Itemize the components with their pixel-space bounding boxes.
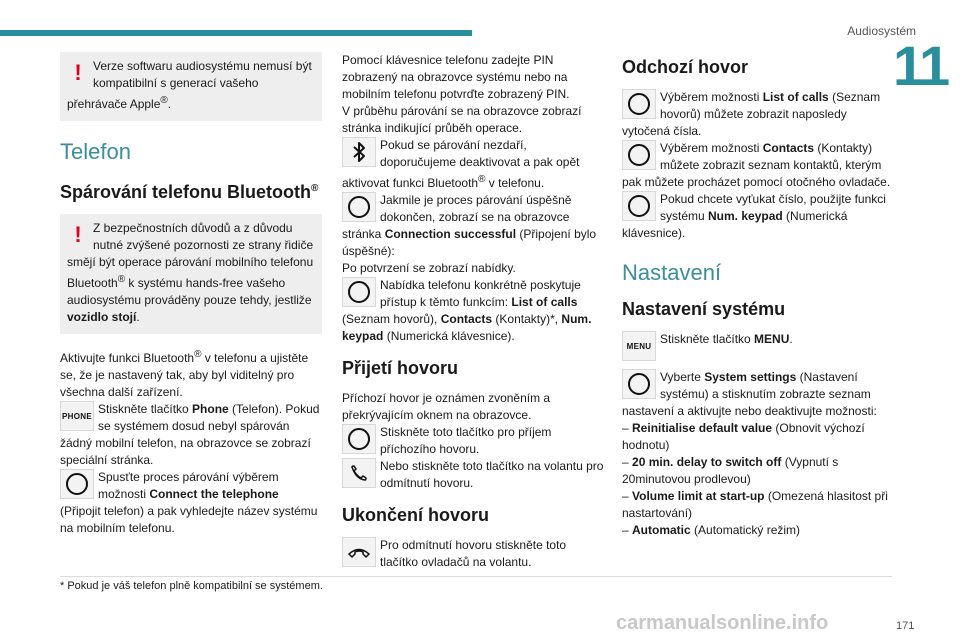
paragraph: Příchozí hovor je oznámen zvoněním a překrývajícím oknem na obrazovce.: [342, 391, 551, 422]
step-list-of-calls: Výběrem možnosti List of calls (Seznam hovorů) můžete zobrazit naposledy vytočená čísla.: [622, 90, 881, 138]
warning-icon: !: [74, 222, 82, 247]
touch-button-icon: [342, 424, 376, 454]
page-number: 171: [896, 620, 915, 632]
watermark: carmanualsonline.info: [616, 612, 829, 634]
footnote: * Pokud je váš telefon plně kompatibilní se systémem.: [60, 580, 323, 592]
step-connect: Spusťte proces párování výběrem možnosti Connect the telephone (Připojit telefon) a pak vyhledejte název systému na mobilním telefonu.: [60, 470, 318, 535]
compatibility-note: ! Verze softwaru audiosystému nemusí být kompatibilní s generací vašeho přehrávače Apple®.: [60, 52, 322, 121]
step-success: Jakmile je proces párování úspěšně dokončen, zobrazí se na obrazovce stránka Connection successful (Připojení bylo úspěšné):: [342, 193, 597, 258]
paragraph: Pomocí klávesnice telefonu zadejte PIN zobrazený na obrazovce systému nebo na mobilním telefonu potvrďte zobrazený PIN.: [342, 53, 570, 101]
step-accept: Stiskněte toto tlačítko pro příjem příchozího hovoru.: [342, 424, 605, 458]
bluetooth-icon: [342, 137, 376, 167]
header-accent-bar: [0, 30, 472, 36]
section-name: Audiosystém: [847, 24, 916, 38]
step-contacts: Výběrem možnosti Contacts (Kontakty) můžete zobrazit seznam kontaktů, kterým pak můžete procházet pomocí otočného ovladače.: [622, 141, 891, 189]
option-reinitialise: – Reinitialise default value (Obnovit výchozí hodnotu): [622, 421, 865, 452]
phone-button-icon: PHONE: [60, 401, 94, 431]
step-menu-access: Nabídka telefonu konkrétně poskytuje přístup k těmto funkcím: List of calls (Seznam hovorů), Contacts (Kontakty)*, Num. keypad (Numerická klávesnice).: [342, 278, 592, 343]
footer-divider: [60, 576, 892, 577]
option-delay-switch-off: – 20 min. delay to switch off (Vypnutí s 20minutovou prodlevou): [622, 455, 839, 486]
step-reject: Nebo stiskněte toto tlačítko na volantu pro odmítnutí hovoru.: [342, 458, 605, 492]
step-system-settings: Vyberte System settings (Nastavení systému) a stisknutím zobrazte seznam nastavení a aktivujte nebo deaktivujte možnosti:: [622, 370, 877, 418]
touch-button-icon: [622, 89, 656, 119]
step-end: Pro odmítnutí hovoru stiskněte toto tlačítko ovladačů na volantu.: [342, 537, 605, 571]
paragraph: Po potvrzení se zobrazí nabídky.: [342, 261, 516, 275]
column-3: [622, 52, 892, 539]
safety-warning: ! Z bezpečnostních důvodů a z důvodu nutné zvýšené pozornosti ze strany řidiče smějí být operace párování mobilního telefonu Bluetooth® k systému hands-free vašeho audiosystému prováděny pouze tehdy, jestliže vozidlo stojí.: [60, 214, 322, 334]
chapter-title-telefon: Telefon: [60, 139, 131, 164]
section-title-end-call: Ukončení hovoru: [342, 505, 490, 525]
warning-icon: !: [74, 60, 82, 85]
chapter-title-nastaveni: Nastavení: [622, 260, 722, 285]
paragraph: V průběhu párování se na obrazovce zobrazí stránka indikující průběh operace.: [342, 104, 582, 135]
step-bluetooth: Pokud se párování nezdaří, doporučujeme deaktivovat a pak opět aktivovat funkci Bluetooth® v telefonu.: [342, 138, 580, 190]
hang-up-icon: [342, 537, 376, 567]
touch-button-icon: [622, 369, 656, 399]
section-title-outgoing: Odchozí hovor: [622, 57, 748, 77]
touch-button-icon: [342, 277, 376, 307]
column-1: [60, 52, 322, 537]
option-volume-limit: – Volume limit at start-up (Omezená hlasitost při nastartování): [622, 489, 888, 520]
option-automatic: – Automatic (Automatický režim): [622, 523, 801, 537]
hang-up-icon: [342, 458, 376, 488]
section-title-incoming: Přijetí hovoru: [342, 358, 459, 378]
step-menu: MENU Stiskněte tlačítko MENU.: [622, 331, 892, 361]
touch-button-icon: [622, 191, 656, 221]
section-title-pairing: Spárování telefonu Bluetooth®: [60, 182, 319, 202]
touch-button-icon: [60, 469, 94, 499]
step-phone: PHONE Stiskněte tlačítko Phone (Telefon). Pokud se systémem dosud nebyl spárován žádný mobilní telefon, na obrazovce se zobrazí speciální stránka.: [60, 402, 320, 467]
menu-button-icon: MENU: [622, 331, 656, 361]
touch-button-icon: [622, 140, 656, 170]
column-2: [342, 52, 605, 571]
paragraph: Aktivujte funkci Bluetooth® v telefonu a ujistěte se, že je nastavený tak, aby byl viditelný pro všechna další zařízení.: [60, 349, 309, 399]
touch-button-icon: [342, 192, 376, 222]
chapter-number: 11: [893, 34, 949, 97]
section-title-system-settings: Nastavení systému: [622, 299, 786, 319]
step-keypad: Pokud chcete vyťukat číslo, použijte funkci systému Num. keypad (Numerická klávesnice).: [622, 192, 886, 240]
